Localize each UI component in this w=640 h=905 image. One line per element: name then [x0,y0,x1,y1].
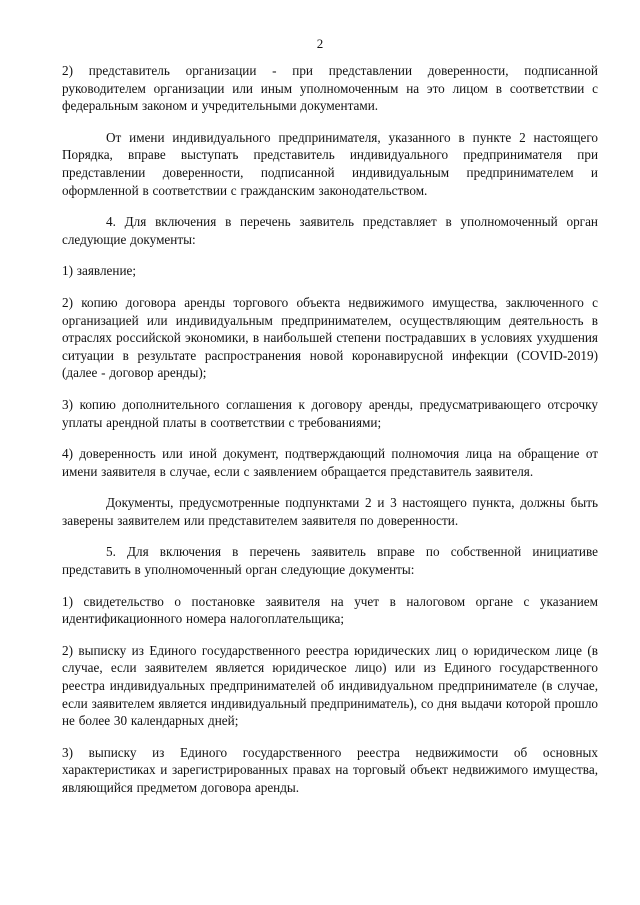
paragraph-section-5: 5. Для включения в перечень заявитель вправе по собственной инициативе представить в уполномоченный орган следующие документы: [62,544,598,578]
page-number: 2 [316,36,324,51]
paragraph-section-4: 4. Для включения в перечень заявитель представляет в уполномоченный орган следующие документы: [62,214,598,247]
list-item-lease-copy: 2) копию договора аренды торгового объекта недвижимого имущества, заключенного с организацией или индивидуальным предпринимателем, осуществляющим деятельность в отраслях российской экономики, в наибольшей степени пострадавших в условиях ухудшения ситуации в результате распространения новой коронавирусной инфекции (COVID-2019) (далее - договор аренды); [62,294,598,381]
list-item-power-of-attorney: 4) доверенность или иной документ, подтверждающий полномочия лица на обращение от имени заявителя в случае, если с заявлением обращается представитель заявителя. [62,446,598,479]
paragraph-representative-org: 2) представитель организации - при представлении доверенности, подписанной руководителем организации или иным уполномоченным на это лицом в соответствии с федеральным законом и учредительными документами. [62,63,598,114]
list-item-application: 1) заявление; [62,263,137,279]
list-item-real-estate-extract: 3) выписку из Единого государственного реестра недвижимости об основных характеристиках и зарегистрированных правах на торговый объект недвижимого имущества, являющийся предметом договора аренды. [62,744,598,795]
document-body [62,62,598,811]
paragraph-certification: Документы, предусмотренные подпунктами 2 и 3 настоящего пункта, должны быть заверены заявителем или представителем заявителя по доверенности. [62,495,598,528]
paragraph-representative-ip: От имени индивидуального предпринимателя, указанного в пункте 2 настоящего Порядка, вправе выступать представитель индивидуального предпринимателя при представлении доверенности, подписанной индивидуальным предпринимателем и оформленной в соответствии с гражданским законодательством. [62,129,598,198]
list-item-supplementary-agreement: 3) копию дополнительного соглашения к договору аренды, предусматривающего отсрочку уплаты арендной платы в соответствии с требованиями; [62,396,598,430]
list-item-tax-certificate: 1) свидетельство о постановке заявителя на учет в налоговом органе с указанием идентификационного номера налогоплательщика; [62,593,598,627]
list-item-registry-extract: 2) выписку из Единого государственного реестра юридических лиц о юридическом лице (в случае, если заявителем является юридическое лицо) или из Единого государственного реестра индивидуальных предпринимателей об индивидуальном предпринимателе (в случае, если заявителем является индивидуальный предприниматель), со дня выдачи которой прошло не более 30 календарных дней; [62,642,598,729]
